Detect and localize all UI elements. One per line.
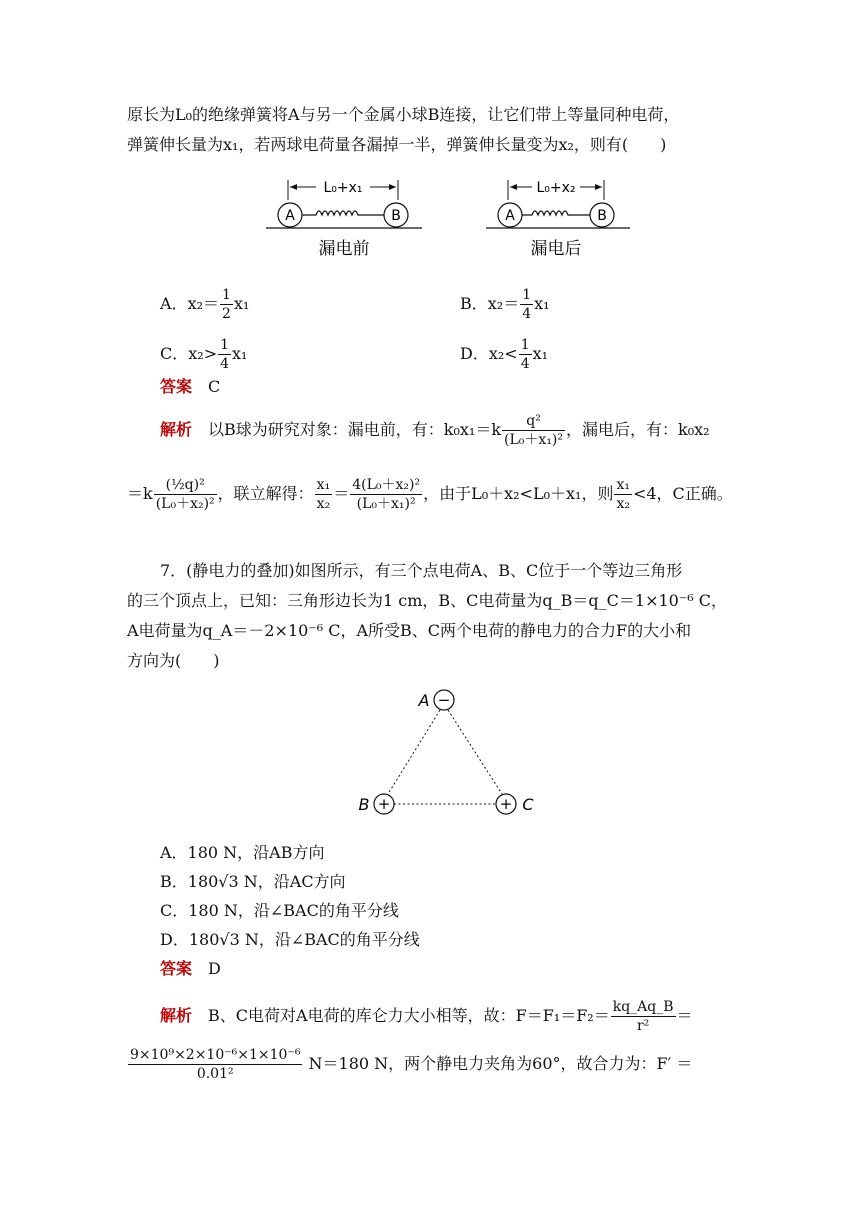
answer-label: 答案 [160,377,193,396]
analysis-fraction: $\frac{kq\_Aq\_B}{\text{r²}}$ [612,999,674,1034]
spring-left [302,211,384,215]
q7-option-d[interactable]: D．180√3 N，沿∠BAC的角平分线 [160,930,420,949]
analysis-fraction: $\frac{\text{(½q)²}}{\text{(L₀＋x₂)²}}$ [155,477,215,512]
spring-right [522,211,590,215]
q7-stem-line1: 7．(静电力的叠加)如图所示，有三个点电荷A、B、C位于一个等边三角形 [160,561,683,580]
analysis-fraction: $\frac{\text{4(L₀＋x₂)²}}{\text{(L₀＋x₁)²}}$ [352,477,421,512]
q7-answer-row [160,958,221,980]
q6-option-d[interactable] [460,336,548,373]
option-letter: A． [160,294,188,313]
answer-value: D [208,959,221,978]
option-fraction: $\frac{1}{4}$ [520,337,530,372]
option-rhs: x₁ [233,294,250,313]
answer-value: C [208,377,221,396]
option-letter: D． [460,344,489,363]
q7-option-c[interactable]: C．180 N，沿∠BAC的角平分线 [160,901,399,920]
q6-analysis-line1 [160,412,710,449]
ball-a-left-label: A [285,208,295,224]
analysis-text: ＝ [333,484,350,503]
answer-label: 答案 [160,959,193,978]
option-rhs: x₁ [232,344,248,363]
analysis-fraction: $\frac{\text{q²}}{\text{(L₀＋x₁)²}}$ [504,413,563,448]
q6-option-a[interactable] [160,286,249,323]
right-dim-label: L₀+x₂ [536,180,576,196]
ball-b-right-label: B [597,208,607,224]
analysis-text: ，由于L₀＋x₂<L₀＋x₁，则 [423,484,614,503]
option-fraction: $\frac{1}{2}$ [222,287,231,322]
analysis-text: B、C电荷对A电荷的库仑力大小相等，故：F＝F₁＝F₂＝ [208,1006,610,1025]
q6-analysis-line2 [127,476,733,513]
q7-option-a[interactable]: A．180 N，沿AB方向 [160,843,325,862]
charge-b-sign: + [377,795,391,813]
charge-c-label: C [522,795,534,814]
analysis-label: 解析 [160,1006,193,1025]
q7-option-b[interactable]: B．180√3 N，沿AC方向 [160,872,346,891]
option-lhs: x₂< [488,344,518,363]
spring-figure [260,170,640,262]
analysis-fraction: $\frac{\text{9×10⁹×2×10⁻⁶×1×10⁻⁶}}{\text{0.01²}}$ [130,1047,301,1082]
q6-option-b[interactable] [460,286,550,323]
analysis-label: 解析 [160,420,193,439]
q7-stem-line2: 的三个顶点上，已知：三角形边长为1 cm，B、C电荷量为q_B＝q_C＝1×10⁻⁶ C， [127,591,728,610]
analysis-text: ，联立解得： [217,484,314,503]
option-lhs: x₂＝ [487,294,520,313]
q6-stem-line2: 弹簧伸长量为x₁，若两球电荷量各漏掉一半，弹簧伸长量变为x₂，则有( ) [127,135,667,154]
option-fraction: $\frac{1}{4}$ [220,337,230,372]
right-caption: 漏电后 [530,239,582,259]
option-rhs: x₁ [532,344,549,363]
left-dim-label: L₀+x₁ [323,180,363,196]
charge-a-label: A [418,691,430,710]
option-rhs: x₁ [534,294,550,313]
q6-answer-row [160,376,220,398]
analysis-text: ＝ [676,1006,693,1025]
ball-a-right-label: A [505,208,515,224]
option-fraction: $\frac{1}{4}$ [522,287,532,322]
analysis-text: ＝k [127,484,153,503]
q6-option-c[interactable] [160,336,247,373]
q7-stem-line3: A电荷量为q_A＝－2×10⁻⁶ C，A所受B、C两个电荷的静电力的合力F的大小和 [127,621,692,640]
analysis-text: <4，C正确。 [632,484,733,503]
analysis-fraction: $\frac{\text{x₁}}{\text{x₂}}$ [316,477,331,512]
charge-b-label: B [358,795,370,814]
charge-a-sign: − [437,691,451,709]
analysis-text: 以B球为研究对象：漏电前，有：k₀x₁＝k [208,420,502,439]
left-caption: 漏电前 [318,239,370,259]
option-lhs: x₂> [188,344,218,363]
analysis-text: ，漏电后，有：k₀x₂ [566,420,710,439]
option-lhs: x₂＝ [187,294,220,313]
q7-stem-line4: 方向为( ) [127,651,220,670]
analysis-fraction: $\frac{\text{x₁}}{\text{x₂}}$ [616,477,630,512]
option-letter: B． [460,294,488,313]
q6-stem-line1: 原长为L₀的绝缘弹簧将A与另一个金属小球B连接，让它们带上等量同种电荷， [127,105,680,124]
option-letter: C． [160,344,189,363]
charge-c-sign: + [499,795,513,813]
q7-analysis-line2 [127,1046,692,1083]
ball-b-left-label: B [391,208,401,224]
analysis-text: N＝180 N，两个静电力夹角为60°，故合力为：F′ ＝ [303,1054,693,1073]
triangle-figure [350,684,550,824]
q7-analysis-line1 [160,998,693,1035]
